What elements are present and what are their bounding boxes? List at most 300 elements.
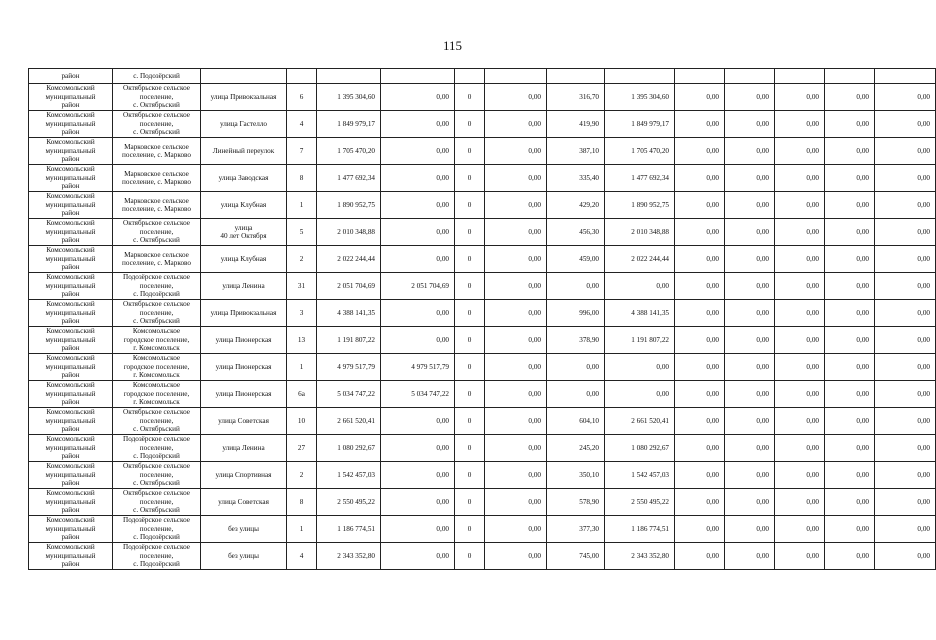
cell-amount: 0,00 [675,381,725,408]
cell-count: 0 [455,543,485,570]
cell-amount: 0,00 [381,543,455,570]
cell-amount: 0,00 [775,192,825,219]
cell-amount: 0,00 [775,84,825,111]
table-row [29,543,936,570]
cell-amount: 0,00 [675,165,725,192]
cell-count: 0 [455,273,485,300]
cell-amount: 0,00 [485,516,547,543]
cell-amount: 1 890 952,75 [605,192,675,219]
cell-amount: 0,00 [725,300,775,327]
cell-amount: 0,00 [605,273,675,300]
cell-amount: 0,00 [381,300,455,327]
cell-street: улица Советская [201,489,287,516]
cell-district: Комсомольский муниципальный район [29,219,113,246]
table-row [29,435,936,462]
cell-total-cost: 1 186 774,51 [317,516,381,543]
cell-amount: 0,00 [875,84,936,111]
cell-amount: 0,00 [825,462,875,489]
cell-district: Комсомольский муниципальный район [29,300,113,327]
cell-empty [605,69,675,84]
cell-amount: 0,00 [675,489,725,516]
cell-settlement: Подозёрское сельское поселение, с. Подозёрский [113,543,201,570]
cell-amount: 0,00 [875,435,936,462]
cell-amount: 0,00 [485,219,547,246]
table-row [29,192,936,219]
cell-amount: 1 186 774,51 [605,516,675,543]
cell-total-cost: 4 979 517,79 [317,354,381,381]
cell-settlement: Марковское сельское поселение, с. Марково [113,138,201,165]
cell-amount: 0,00 [775,300,825,327]
cell-total-cost: 2 022 244,44 [317,246,381,273]
cell-house-number: 2 [287,246,317,273]
cell-amount: 0,00 [725,192,775,219]
cell-street: улица Ленина [201,273,287,300]
cell-district: Комсомольский муниципальный район [29,192,113,219]
cell-total-cost: 2 051 704,69 [317,273,381,300]
cell-settlement: Марковское сельское поселение, с. Марково [113,192,201,219]
cell-amount: 0,00 [775,327,825,354]
cell-amount: 0,00 [775,462,825,489]
cell-house-number: 4 [287,111,317,138]
cell-street: улица Привокзальная [201,84,287,111]
cell-amount: 0,00 [825,354,875,381]
cell-count: 0 [455,462,485,489]
cell-amount: 0,00 [825,219,875,246]
cell-amount: 0,00 [381,489,455,516]
cell-amount: 0,00 [825,192,875,219]
cell-amount: 2 022 244,44 [605,246,675,273]
cell-area: 0,00 [547,381,605,408]
cell-amount: 0,00 [825,543,875,570]
cell-amount: 0,00 [825,408,875,435]
cell-amount: 0,00 [675,273,725,300]
cell-amount: 0,00 [725,327,775,354]
cell-amount: 0,00 [775,273,825,300]
cell-amount: 0,00 [485,354,547,381]
cell-amount: 0,00 [381,462,455,489]
cell-count: 0 [455,138,485,165]
cell-area: 578,90 [547,489,605,516]
cell-amount: 4 979 517,79 [381,354,455,381]
cell-amount: 0,00 [725,246,775,273]
table-row [29,138,936,165]
cell-amount: 2 010 348,88 [605,219,675,246]
cell-amount: 0,00 [875,408,936,435]
cell-total-cost: 1 395 304,60 [317,84,381,111]
cell-house-number: 27 [287,435,317,462]
cell-house-number: 3 [287,300,317,327]
cell-count: 0 [455,219,485,246]
cell-amount: 0,00 [725,111,775,138]
cell-settlement: Подозёрское сельское поселение, с. Подозёрский [113,435,201,462]
cell-amount: 0,00 [725,489,775,516]
cell-empty [381,69,455,84]
cell-total-cost: 2 550 495,22 [317,489,381,516]
cell-total-cost: 2 010 348,88 [317,219,381,246]
cell-amount: 0,00 [775,435,825,462]
cell-street: улица Гастелло [201,111,287,138]
cell-district: Комсомольский муниципальный район [29,138,113,165]
cell-amount: 0,00 [485,84,547,111]
cell-house-number: 31 [287,273,317,300]
cell-area: 316,70 [547,84,605,111]
cell-total-cost: 1 191 807,22 [317,327,381,354]
cell-settlement: Подозёрское сельское поселение, с. Подозёрский [113,273,201,300]
cell-area: 350,10 [547,462,605,489]
cell-amount: 1 477 692,34 [605,165,675,192]
cell-amount: 0,00 [775,408,825,435]
cell-count: 0 [455,192,485,219]
cell-amount: 1 705 470,20 [605,138,675,165]
cell-amount: 0,00 [775,165,825,192]
cell-street: улица Пионерская [201,381,287,408]
cell-house-number: 8 [287,165,317,192]
cell-amount: 0,00 [675,84,725,111]
cell-empty [825,69,875,84]
cell-total-cost: 1 080 292,67 [317,435,381,462]
cell-amount: 0,00 [605,381,675,408]
cell-amount: 0,00 [825,327,875,354]
cell-settlement: Подозёрское сельское поселение, с. Подозёрский [113,516,201,543]
cell-settlement: Комсомольское городское поселение, г. Комсомольск [113,381,201,408]
cell-settlement: Октябрьское сельское поселение, с. Октябрьский [113,111,201,138]
cell-house-number: 7 [287,138,317,165]
cell-amount: 0,00 [675,111,725,138]
cell-count: 0 [455,111,485,138]
cell-amount: 0,00 [775,354,825,381]
cell-amount: 0,00 [485,111,547,138]
cell-street: улица Клубная [201,246,287,273]
cell-amount: 0,00 [675,435,725,462]
cell-amount: 0,00 [875,273,936,300]
cell-count: 0 [455,246,485,273]
cell-amount: 0,00 [485,300,547,327]
cell-settlement: Марковское сельское поселение, с. Марково [113,165,201,192]
cell-district: Комсомольский муниципальный район [29,381,113,408]
cell-count: 0 [455,165,485,192]
cell-amount: 0,00 [675,462,725,489]
cell-empty [317,69,381,84]
cell-amount: 0,00 [875,327,936,354]
cell-amount: 1 849 979,17 [605,111,675,138]
cell-house-number: 6а [287,381,317,408]
cell-district: Комсомольский муниципальный район [29,165,113,192]
cell-area: 745,00 [547,543,605,570]
cell-amount: 0,00 [605,354,675,381]
cell-settlement: Октябрьское сельское поселение, с. Октябрьский [113,408,201,435]
cell-area: 604,10 [547,408,605,435]
cell-amount: 1 395 304,60 [605,84,675,111]
table-row [29,489,936,516]
cell-amount: 0,00 [675,219,725,246]
cell-district: Комсомольский муниципальный район [29,354,113,381]
cell-amount: 0,00 [775,246,825,273]
table-row [29,354,936,381]
cell-street: улица Ленина [201,435,287,462]
cell-house-number: 2 [287,462,317,489]
cell-amount: 0,00 [675,138,725,165]
table-row [29,381,936,408]
cell-area: 0,00 [547,273,605,300]
cell-count: 0 [455,381,485,408]
cell-total-cost: 1 890 952,75 [317,192,381,219]
cell-house-number: 1 [287,192,317,219]
cell-street: улица Заводская [201,165,287,192]
cell-amount: 0,00 [725,516,775,543]
cell-street: без улицы [201,516,287,543]
cell-amount: 0,00 [825,246,875,273]
cell-amount: 0,00 [725,543,775,570]
cell-district: Комсомольский муниципальный район [29,543,113,570]
cell-amount: 5 034 747,22 [381,381,455,408]
cell-amount: 0,00 [485,489,547,516]
cell-house-number: 5 [287,219,317,246]
cell-amount: 0,00 [725,219,775,246]
cell-empty [547,69,605,84]
cell-amount: 0,00 [725,381,775,408]
cell-settlement: Комсомольское городское поселение, г. Комсомольск [113,354,201,381]
table-row [29,516,936,543]
table-row [29,300,936,327]
cell-empty [725,69,775,84]
cell-area: 245,20 [547,435,605,462]
cell-empty [775,69,825,84]
cell-amount: 0,00 [675,408,725,435]
cell-amount: 2 343 352,80 [605,543,675,570]
cell-area: 0,00 [547,354,605,381]
cell-amount: 0,00 [381,192,455,219]
cell-amount: 0,00 [725,138,775,165]
cell-area: 456,30 [547,219,605,246]
table-body [29,69,936,570]
cell-amount: 0,00 [381,84,455,111]
cell-street: улица Спортивная [201,462,287,489]
cell-count: 0 [455,354,485,381]
cell-count: 0 [455,489,485,516]
cell-settlement: Октябрьское сельское поселение, с. Октябрьский [113,300,201,327]
cell-amount: 0,00 [775,489,825,516]
cell-amount: 0,00 [485,246,547,273]
cell-amount: 0,00 [485,543,547,570]
cell-count: 0 [455,516,485,543]
cell-street: улица Пионерская [201,354,287,381]
cell-district: Комсомольский муниципальный район [29,462,113,489]
cell-amount: 0,00 [775,381,825,408]
cell-settlement: с. Подозёрский [113,69,201,84]
cell-street: улица Советская [201,408,287,435]
cell-amount: 0,00 [485,462,547,489]
cell-house-number: 4 [287,543,317,570]
page-number: 115 [442,38,463,53]
cell-district: Комсомольский муниципальный район [29,84,113,111]
cell-amount: 0,00 [485,435,547,462]
cell-amount: 0,00 [825,381,875,408]
table-row [29,246,936,273]
cell-amount: 0,00 [725,462,775,489]
cell-amount: 0,00 [485,273,547,300]
cell-total-cost: 1 477 692,34 [317,165,381,192]
cell-amount: 0,00 [725,84,775,111]
cell-amount: 0,00 [825,84,875,111]
cell-amount: 0,00 [381,219,455,246]
cell-settlement: Октябрьское сельское поселение, с. Октябрьский [113,462,201,489]
cell-count: 0 [455,300,485,327]
cell-amount: 0,00 [485,165,547,192]
cell-house-number: 1 [287,354,317,381]
cell-empty [201,69,287,84]
cell-street: без улицы [201,543,287,570]
cell-amount: 1 191 807,22 [605,327,675,354]
cell-amount: 0,00 [725,273,775,300]
cell-settlement: Марковское сельское поселение, с. Марково [113,246,201,273]
cell-amount: 0,00 [725,354,775,381]
cell-empty [875,69,936,84]
cell-area: 335,40 [547,165,605,192]
table-row [29,327,936,354]
cell-amount: 0,00 [485,138,547,165]
cell-amount: 0,00 [381,246,455,273]
cell-district: район [29,69,113,84]
table-row [29,165,936,192]
cell-count: 0 [455,408,485,435]
cell-street: улица Пионерская [201,327,287,354]
cell-amount: 0,00 [825,489,875,516]
cell-amount: 0,00 [875,192,936,219]
cell-amount: 0,00 [675,354,725,381]
cell-settlement: Октябрьское сельское поселение, с. Октябрьский [113,489,201,516]
cell-amount: 0,00 [875,300,936,327]
cell-amount: 0,00 [381,111,455,138]
cell-area: 429,20 [547,192,605,219]
cell-amount: 0,00 [875,516,936,543]
cell-amount: 0,00 [875,354,936,381]
cell-count: 0 [455,327,485,354]
cell-amount: 0,00 [825,138,875,165]
cell-total-cost: 2 343 352,80 [317,543,381,570]
cell-district: Комсомольский муниципальный район [29,327,113,354]
cell-amount: 0,00 [825,300,875,327]
cell-amount: 0,00 [485,381,547,408]
cell-amount: 0,00 [775,516,825,543]
cell-amount: 0,00 [381,435,455,462]
cell-amount: 0,00 [675,192,725,219]
cell-street: улица 40 лет Октября [201,219,287,246]
cell-count: 0 [455,84,485,111]
cell-total-cost: 1 849 979,17 [317,111,381,138]
table-row [29,273,936,300]
cell-amount: 0,00 [875,381,936,408]
cell-total-cost: 4 388 141,35 [317,300,381,327]
cell-amount: 0,00 [381,165,455,192]
cell-amount: 0,00 [825,273,875,300]
cell-amount: 0,00 [485,327,547,354]
cell-street: улица Клубная [201,192,287,219]
cell-area: 378,90 [547,327,605,354]
table-row [29,462,936,489]
cell-amount: 0,00 [875,489,936,516]
cell-amount: 0,00 [875,138,936,165]
cell-district: Комсомольский муниципальный район [29,111,113,138]
cell-amount: 0,00 [675,246,725,273]
cell-area: 996,00 [547,300,605,327]
cell-amount: 0,00 [825,435,875,462]
cell-amount: 0,00 [725,435,775,462]
cell-house-number: 8 [287,489,317,516]
cell-amount: 0,00 [775,138,825,165]
cell-amount: 0,00 [825,111,875,138]
cell-total-cost: 1 542 457,03 [317,462,381,489]
cell-amount: 1 542 457,03 [605,462,675,489]
cell-amount: 0,00 [875,543,936,570]
cell-amount: 0,00 [875,462,936,489]
cell-amount: 0,00 [725,165,775,192]
cell-area: 419,90 [547,111,605,138]
cell-amount: 0,00 [825,165,875,192]
cell-total-cost: 2 661 520,41 [317,408,381,435]
cell-district: Комсомольский муниципальный район [29,516,113,543]
continuation-row [29,69,936,84]
cell-settlement: Октябрьское сельское поселение, с. Октябрьский [113,84,201,111]
cell-district: Комсомольский муниципальный район [29,246,113,273]
cell-area: 387,10 [547,138,605,165]
cell-amount: 0,00 [825,516,875,543]
cell-house-number: 13 [287,327,317,354]
cell-count: 0 [455,435,485,462]
cell-empty [485,69,547,84]
cell-amount: 0,00 [675,300,725,327]
table-row [29,84,936,111]
cell-settlement: Комсомольское городское поселение, г. Комсомольск [113,327,201,354]
cell-district: Комсомольский муниципальный район [29,489,113,516]
cell-amount: 0,00 [485,408,547,435]
cell-amount: 0,00 [675,543,725,570]
cell-amount: 0,00 [875,219,936,246]
table-row [29,111,936,138]
cell-amount: 0,00 [675,327,725,354]
cell-house-number: 1 [287,516,317,543]
table-row [29,219,936,246]
cell-empty [455,69,485,84]
cell-amount: 0,00 [381,138,455,165]
cell-amount: 0,00 [775,219,825,246]
cell-house-number: 10 [287,408,317,435]
cell-amount: 2 661 520,41 [605,408,675,435]
cell-amount: 0,00 [381,516,455,543]
cell-total-cost: 1 705 470,20 [317,138,381,165]
cell-amount: 0,00 [775,111,825,138]
cell-street: улица Привокзальная [201,300,287,327]
cell-amount: 2 550 495,22 [605,489,675,516]
cell-amount: 0,00 [875,246,936,273]
cell-empty [675,69,725,84]
cell-district: Комсомольский муниципальный район [29,273,113,300]
cell-district: Комсомольский муниципальный район [29,435,113,462]
cell-empty [287,69,317,84]
cell-amount: 0,00 [775,543,825,570]
cell-area: 459,00 [547,246,605,273]
cell-amount: 0,00 [381,327,455,354]
cell-amount: 2 051 704,69 [381,273,455,300]
cell-amount: 0,00 [725,408,775,435]
cell-total-cost: 5 034 747,22 [317,381,381,408]
table-row [29,408,936,435]
cell-amount: 0,00 [875,165,936,192]
cell-amount: 0,00 [381,408,455,435]
cell-street: Линейный переулок [201,138,287,165]
cell-amount: 4 388 141,35 [605,300,675,327]
cell-amount: 1 080 292,67 [605,435,675,462]
cell-district: Комсомольский муниципальный район [29,408,113,435]
